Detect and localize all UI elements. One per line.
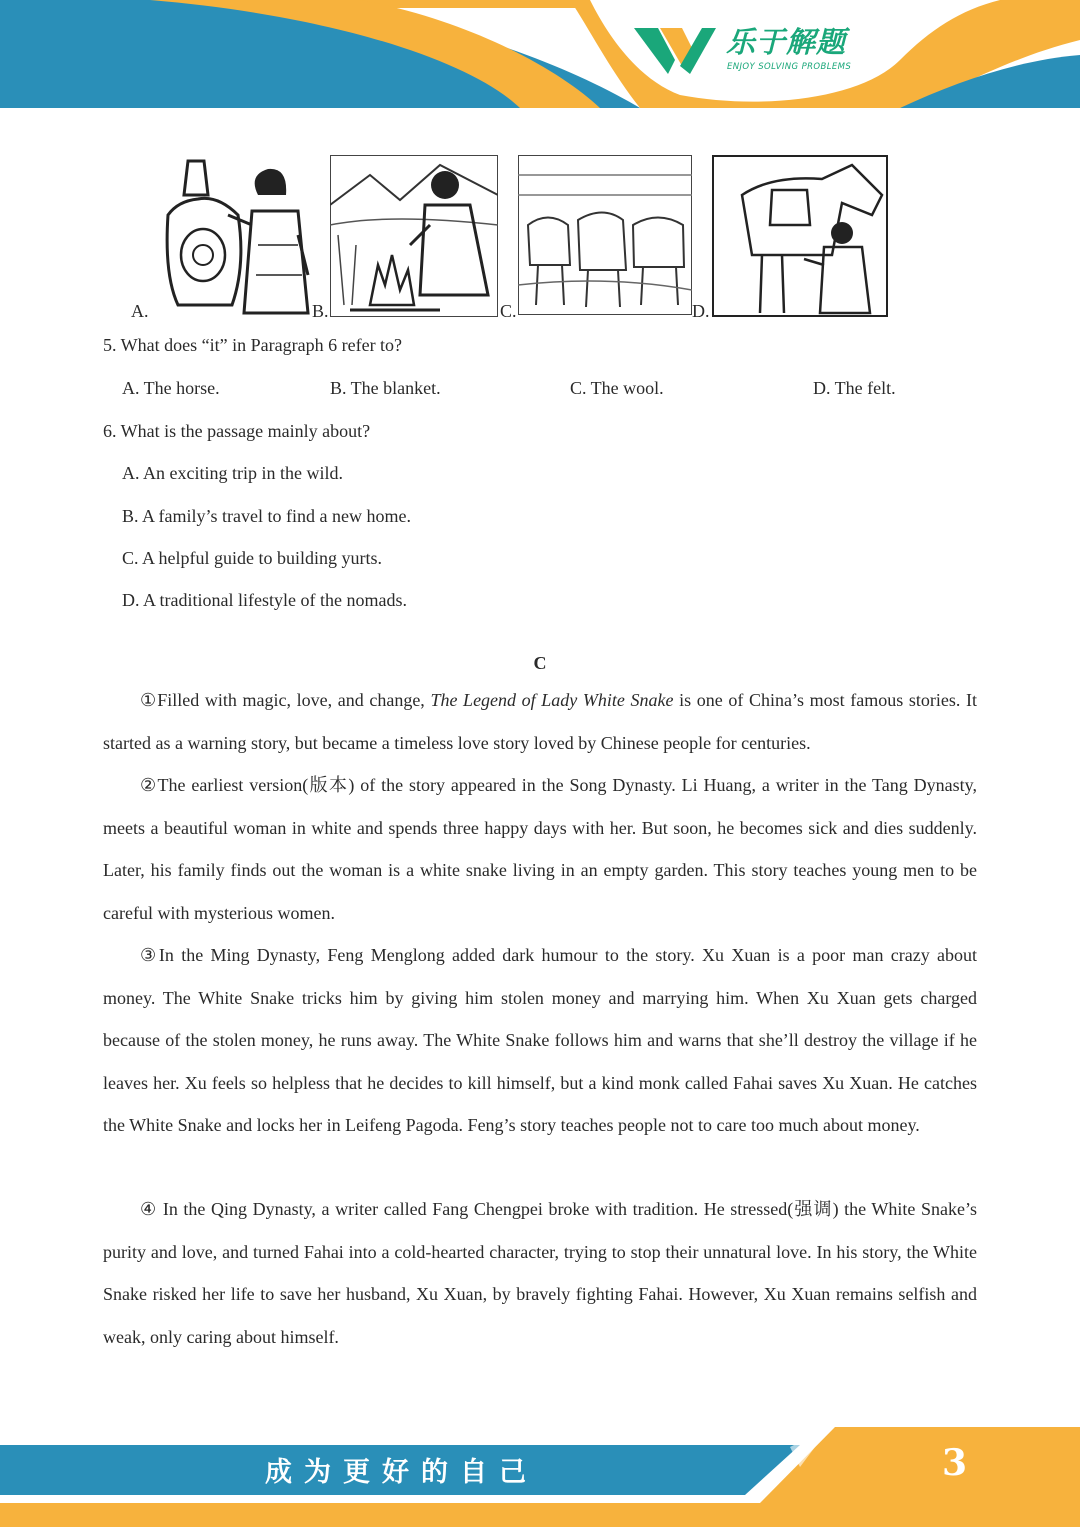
herd-of-animals-picture (518, 155, 692, 315)
paragraph-1 (103, 679, 977, 764)
woman-by-campfire-picture (330, 155, 498, 317)
question-6-option-b[interactable]: B. A family’s travel to find a new home. (122, 506, 411, 526)
page-number: 3 (942, 1442, 968, 1484)
man-with-saddled-horse-picture (712, 155, 888, 317)
question-5-option-b[interactable]: B. The blanket. (330, 378, 441, 398)
question-5-option-d[interactable]: D. The felt. (813, 378, 896, 398)
picture-label-a: A. (131, 301, 149, 321)
section-title: C (533, 653, 547, 673)
paragraph-3: ③In the Ming Dynasty, Feng Menglong added dark humour to the story. Xu Xuan is a poor man crazy about money. The White Snake tricks him by giving him stolen money and marrying him. When Xu Xuan gets charged because of the stolen money, he runs away. The White Snake follows him and warns that she’ll destroy the village if he leaves her. Xu feels so helpless that he decides to kill himself, but a kind monk called Fahai saves Xu Xuan. He catches the White Snake and locks her in Leifeng Pagoda. Feng’s story teaches people not to care too much about money. (103, 945, 977, 1135)
answer-pictures-row (0, 155, 1080, 325)
question-5-stem: 5. What does “it” in Paragraph 6 refer to? (103, 335, 403, 355)
brand-logo (630, 18, 880, 78)
picture-label-d: D. (692, 301, 710, 321)
brand-name: 乐于解题 (726, 25, 847, 59)
paragraph-1-text-start: ①Filled with magic, love, and change, (140, 690, 431, 710)
brand-logo-mark-icon (630, 18, 720, 78)
woman-hanging-bag-picture (148, 155, 316, 317)
paragraph-2: ②The earliest version(版本) of the story appeared in the Song Dynasty. Li Huang, a writer in the Tang Dynasty, meets a beautiful woman in white and spends three happy days with her. But soon, he becomes sick and dies suddenly. Later, his family finds out the woman is a white snake living in an empty garden. This story teaches young men to be careful with mysterious women. (103, 775, 977, 923)
story-title: The Legend of Lady White Snake (430, 690, 674, 710)
paragraph-4: ④ In the Qing Dynasty, a writer called Fang Chengpei broke with tradition. He stressed(强调) the White Snake’s purity and love, and turned Fahai into a cold-hearted character, trying to stop their unnatural love. In his story, the White Snake risked her life to save her husband, Xu Xuan, by bravely fighting Fahai. However, Xu Xuan remains selfish and weak, only caring about himself. (103, 1199, 977, 1347)
question-6-stem: 6. What is the passage mainly about? (103, 421, 371, 441)
footer-slogan: 成为更好的自己 (265, 1457, 538, 1488)
brand-subtitle: ENJOY SOLVING PROBLEMS (727, 62, 852, 72)
picture-label-b: B. (312, 301, 329, 321)
header-banner-graphic (0, 0, 1080, 110)
page-header (0, 0, 1080, 110)
question-5-option-c[interactable]: C. The wool. (570, 378, 664, 398)
question-6-option-d[interactable]: D. A traditional lifestyle of the nomads. (122, 590, 407, 610)
question-5-option-a[interactable]: A. The horse. (122, 378, 220, 398)
paragraph-1-text-end: is one of China’s most famous stories. It started as a warning story, but became a timeless love story loved by Chinese people for centuries. (103, 690, 977, 753)
question-6-option-a[interactable]: A. An exciting trip in the wild. (122, 463, 343, 483)
picture-label-c: C. (500, 301, 517, 321)
question-6-option-c[interactable]: C. A helpful guide to building yurts. (122, 548, 382, 568)
footer-banner-graphic (0, 1427, 1080, 1527)
page-footer (0, 1427, 1080, 1527)
